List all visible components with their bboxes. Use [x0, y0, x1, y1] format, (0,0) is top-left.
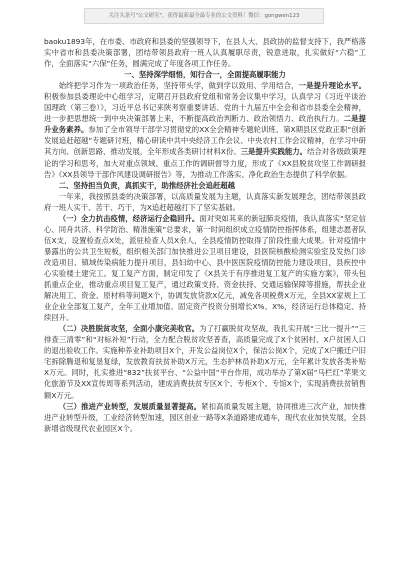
- paragraph-text: 结合对各级政策理论的学习和思考，加大对重点领域、重点工作的调研督导力度，形成了《XX县脱贫攻坚工作调研报告》《XX县领导干部作风建设调研报告》等，为推动工作落实、净化政治生态提供了科学依据。: [44, 147, 366, 179]
- body-paragraph: [44, 36, 366, 69]
- bold-lead-phrase: （三）推进产业转型，发展质量显著提高。: [58, 401, 202, 411]
- section-heading: [44, 180, 366, 191]
- paragraph-text: 为了打赢脱贫攻坚战，我扎实开展“三比一提升”“三排查三清零”和“对标补短”行动，全力配合脱贫攻坚普查，高质量完成了X个贫困村、X户贫困人口的退出验收工作。实施种养业补助项目X个，开发公益岗位X个，保洁公岗X个，完成了X户搬迁户旧宅拆除腾退和复垦复绿，发放教育扶贫补助X万元，生态护林员补助X万元，全年累计发放各类补贴X万元。同时，扎实推进“832”扶贫平台、“公益中国”平台作用，成功举办了第X届“马栏红”苹果文化旅游节及XX宣传周等系列活动，建成消费扶贫专区X个、专柜X个、专馆X个，实现消费扶贫销售额X万元。: [44, 324, 366, 400]
- body-paragraph: [44, 401, 366, 434]
- body-paragraph: [44, 323, 366, 400]
- document-body: [44, 36, 366, 434]
- body-paragraph: [44, 191, 366, 213]
- paragraph-text: 紧扣高质量发展主题，协同推进三次产业，加快推进产业转型升级，工业经济转型加速，园区创业一路等X条道路建成通车，现代农业加快发展，全县新增省级现代农业园区X个。: [44, 401, 366, 433]
- paragraph-text: 始终把学习作为一项政治任务，坚持带头学，做到学以致用、学用结合，: [58, 81, 299, 91]
- bold-lead-phrase: 一是提升理论水平。: [298, 81, 366, 91]
- bold-lead-phrase: （一）全力抗击疫情，经济运行企稳回升。: [58, 213, 200, 223]
- bold-lead-phrase: 二是提升业务素养。: [44, 114, 366, 135]
- paragraph-text: baoku1893年，在市委、市政府和县委的坚强领导下，在县人大、县政协的监督支持下，我严格落实中省市和县委决策部署，团结带领县政府一班人认真履职尽责，锐意进取，扎实做好“六稳”工作，全面落实“六保”任务，圆满完成了年度各项工作任务。: [44, 37, 366, 69]
- bold-lead-phrase: 三是提升实践能力。: [240, 147, 308, 157]
- paragraph-text: 一年来，我按照县委的决策部署，以高质量发展为主题，认真落实新发展理念，团结带领县政府一班人实干、苦干、巧干，为X追赶超越打下了坚实基础。: [44, 191, 366, 212]
- paragraph-text: 积极参加县委理论中心组学习，定期召开县政府党组和常务会议集中学习，认真学习《习近平谈治国理政（第三卷）》，习近平总书记来陕考察重要讲话、党的十九届五中全会和省市县委全会精神，进一步把思想统一到中央决策部署上来，不断提高政治判断力、政治领悟力、政治执行力。: [44, 92, 366, 124]
- bold-lead-phrase: （二）决胜脱贫攻坚，全面小康完美收官。: [58, 324, 200, 334]
- paragraph-text: 一、坚持深学细悟，知行合一，全面提高履职能力: [124, 70, 286, 80]
- paragraph-text: 二、坚持担当负责，真抓实干，助推经济社会追赶超越: [58, 180, 235, 190]
- paragraph-text: 面对突如其来的新冠肺炎疫情，我认真落实“坚定信心、同舟共济、科学防治、精准施策”总要求，第一时间组织成立疫情防控指挥体系，组建志愿者队伍X支，设置检查点X处，派驻检查人员X余人，全县疫情防控取得了阶段性重大成果。针对疫情中暴露出的公共卫生短板，组织相关部门加快推进公卫项目建设，县医院核酸检测实验室及发热门诊改造项目、镇域传染病能力提升项目，县妇幼中心、县中医医院疫情防控能力建设项目，县疾控中心实验楼土建完工。复工复产方面，制定印发了《X县关于有序推进复工复产的实施方案》，带头包抓重点企业，推动重点项目复工复产，通过政策支持、资金扶持、交通运输保障等措施，帮扶企业解决用工、资金、原材料等问题X个，协调发放贷款X亿元，减免各项税费X万元，全县XX家规上工业企业全部复工复产，全年工业增加值、固定资产投资分别增长X%、X%，经济运行总体稳定、持续回升。: [44, 213, 366, 323]
- paragraph-text: 参加了全市领导干部学习贯彻党的XX全会精神专题轮训班、第X期县区党政正职“创新发展追赶超越”专题研讨班，精心研读中共中央经济工作会议、中央农村工作会议精神，在学习中研其方向、创新思路、推动发展，全年形成各类研讨材料X份。: [44, 125, 366, 157]
- body-paragraph: [44, 213, 366, 323]
- promo-banner: 关注头条号"公文研究"，获得最新最全最专业的公文资料！微信：gongwen123: [84, 8, 324, 24]
- section-heading: [44, 69, 366, 80]
- body-paragraph: [44, 80, 366, 179]
